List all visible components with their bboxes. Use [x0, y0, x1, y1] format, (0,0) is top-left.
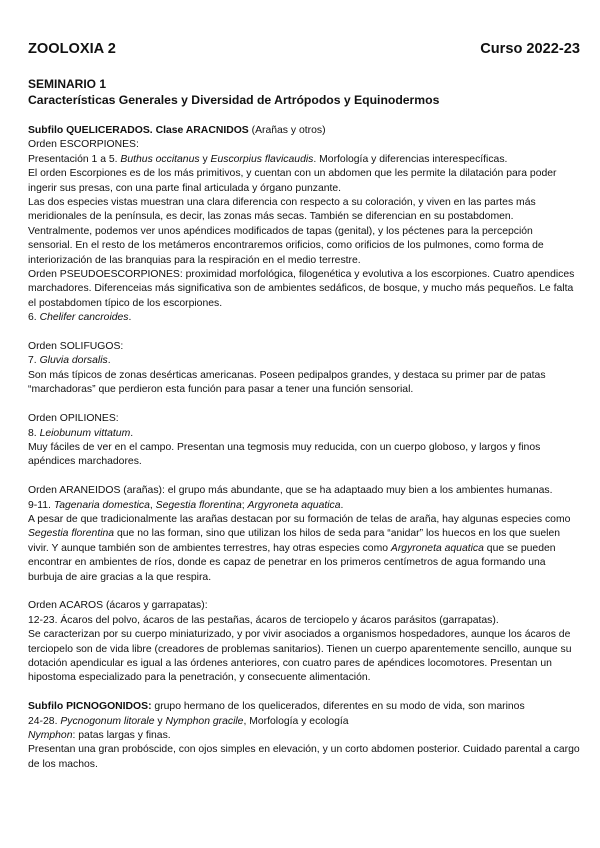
- section-heading-picnogonidos: [28, 700, 580, 714]
- paragraph: Muy fáciles de ver en el campo. Presentan una tegmosis muy reducida, con un cuerpo globoso, y largos y finos apéndices marchadores.: [28, 441, 541, 468]
- species-name: Gluvia dorsalis: [39, 355, 108, 367]
- genus-name: Nymphon: [28, 729, 73, 741]
- document-header: [28, 40, 580, 58]
- item-end: .: [340, 499, 344, 511]
- pres-suffix: . Morfología y diferencias interespecíficas.: [313, 153, 508, 165]
- paragraph: Orden PSEUDOESCORPIONES: proximidad morfológica, filogenética y evolutiva a los escorpiones. Cuatro apendices marchadores. Diferenceias más significativa son de ambientes sedáficos, de bosque, y mucho más pequeños. Le falta el postabdomen típico de los escorpiones.: [28, 269, 575, 309]
- separator: ;: [241, 499, 248, 511]
- species-name: Segestia florentina: [28, 528, 115, 540]
- text-part: A pesar de que tradicionalmente las arañas destacan por su formación de telas de araña, hay algunas especies como: [28, 513, 571, 525]
- species-name: Nymphon gracile: [165, 715, 244, 727]
- species-item: 12-23. Ácaros del polvo, ácaros de las pestañas, ácaros de terciopelo y ácaros parásitos (garrapatas).: [28, 614, 499, 626]
- item-number: 8.: [28, 427, 40, 439]
- species-name: Pycnogonum litorale: [60, 715, 155, 727]
- genus-description: : patas largas y finas.: [72, 729, 171, 741]
- heading-rest: (Arañas y otros): [248, 125, 326, 136]
- species-name: Argyroneta aquatica: [390, 542, 484, 554]
- item-number: 9-11.: [28, 499, 54, 511]
- seminar-label: SEMINARIO 1: [28, 77, 107, 91]
- species-name: Tagenaria domestica: [53, 499, 150, 511]
- pres-prefix: Presentación 1 a 5.: [28, 153, 121, 165]
- order-escorpiones: Orden ESCORPIONES:: [28, 139, 139, 151]
- species-name: Buthus occitanus: [120, 153, 200, 165]
- section-heading-quelicerados: [28, 124, 580, 138]
- conjunction: y: [199, 153, 211, 165]
- course-title: ZOOLOXIA 2: [28, 41, 116, 57]
- order-araneidos: Orden ARANEIDOS (arañas): el grupo más abundante, que se ha adaptaado muy bien a los ambientes humanas.: [28, 485, 553, 497]
- species-name: Leiobunum vittatum: [39, 427, 131, 439]
- paragraph: Son más típicos de zonas desérticas americanas. Poseen pedipalpos grandes, y destaca su primer par de patas “marchadoras” que perdieron esta función para pasar a tener una función sensorial.: [28, 369, 546, 396]
- paragraph: Las dos especies vistas muestran una clara diferencia con respecto a su coloración, y viven en las partes más meridionales de la península, es decir, las zonas más secas. También se diferencian en su postabdomen. Ventralmente, podemos ver unos apéndices modificados de tapas (genital), y los péctenes para la percepción sensorial. En el resto de los metámeros encontraremos orificios, como orificios de los pulmones, como forma de interiorización de las branquias para la respiración en el medio terrestre.: [28, 197, 544, 266]
- order-opiliones: Orden OPILIONES:: [28, 413, 119, 425]
- item-number: 7.: [28, 355, 40, 367]
- item-end: .: [130, 427, 134, 439]
- paragraph: El orden Escorpiones es de los más primitivos, y cuentan con un abdomen que les permite la dilatación para poder ingerir sus presas, con una parte final articulada y órgano punzante.: [28, 168, 557, 194]
- course-year: Curso 2022-23: [480, 41, 580, 57]
- heading-bold: Subfilo QUELICERADOS. Clase ARACNIDOS: [28, 125, 249, 136]
- text-part: que se pueden encontrar en ambientes de ríos, donde es capaz de penetrar en los primeros centímetros de agua formando una burbuja de aire gracias a la que respira.: [28, 542, 556, 583]
- paragraph: [28, 513, 580, 585]
- species-item: [28, 354, 580, 368]
- species-item: [28, 311, 580, 325]
- species-name: Euscorpius flavicaudis: [210, 153, 314, 165]
- item-number: 6.: [28, 312, 40, 324]
- text-part: que no las forman, sino que utilizan los hilos de seda para “anidar” los huecos en los que suelen vivir. Y aunque también son de ambientes terrestres, hay otras especies como: [28, 528, 560, 554]
- species-item: [28, 427, 580, 441]
- document-page: [28, 40, 580, 772]
- order-solifugos: Orden SOLIFUGOS:: [28, 341, 124, 353]
- conjunction: y: [154, 715, 166, 727]
- species-name: Argyroneta aquatica: [247, 499, 341, 511]
- item-end: , Morfología y ecología: [243, 715, 349, 727]
- paragraph: Presentan una gran probóscide, con ojos simples en elevación, y un corto abdomen posterior. Cuidado parental a cargo de los machos.: [28, 744, 580, 770]
- item-number: 24-28.: [28, 715, 61, 727]
- species-item: [28, 715, 580, 729]
- order-acaros: Orden ACAROS (ácaros y garrapatas):: [28, 600, 208, 612]
- document-title: Características Generales y Diversidad de Artrópodos y Equinodermos: [28, 93, 440, 107]
- heading-rest: grupo hermano de los quelicerados, diferentes en su modo de vida, son marinos: [151, 701, 525, 713]
- species-item: [28, 499, 580, 513]
- item-end: .: [128, 312, 132, 324]
- paragraph: Se caracterizan por su cuerpo miniaturizado, y por vivir asociados a organismos hospedadores, aunque los ácaros de terciopelo son de vida libre (creadores de problemas sanitarios). Tienen un cuerpo aparentemente sencillo, aunque su dotación apendicular es igual a las órdenes anteriores, con cuatro pares de apéndices locomotores. Presentan un hipostoma especializado para la penetración, y consecuente alimentación.: [28, 629, 572, 684]
- species-name: Segestia florentina: [155, 499, 242, 511]
- heading-bold: Subfilo PICNOGONIDOS:: [28, 701, 152, 713]
- presentation-line: [28, 153, 580, 167]
- genus-line: [28, 729, 580, 743]
- separator: ,: [149, 499, 156, 511]
- species-name: Chelifer cancroides: [39, 312, 129, 324]
- item-end: .: [107, 355, 111, 367]
